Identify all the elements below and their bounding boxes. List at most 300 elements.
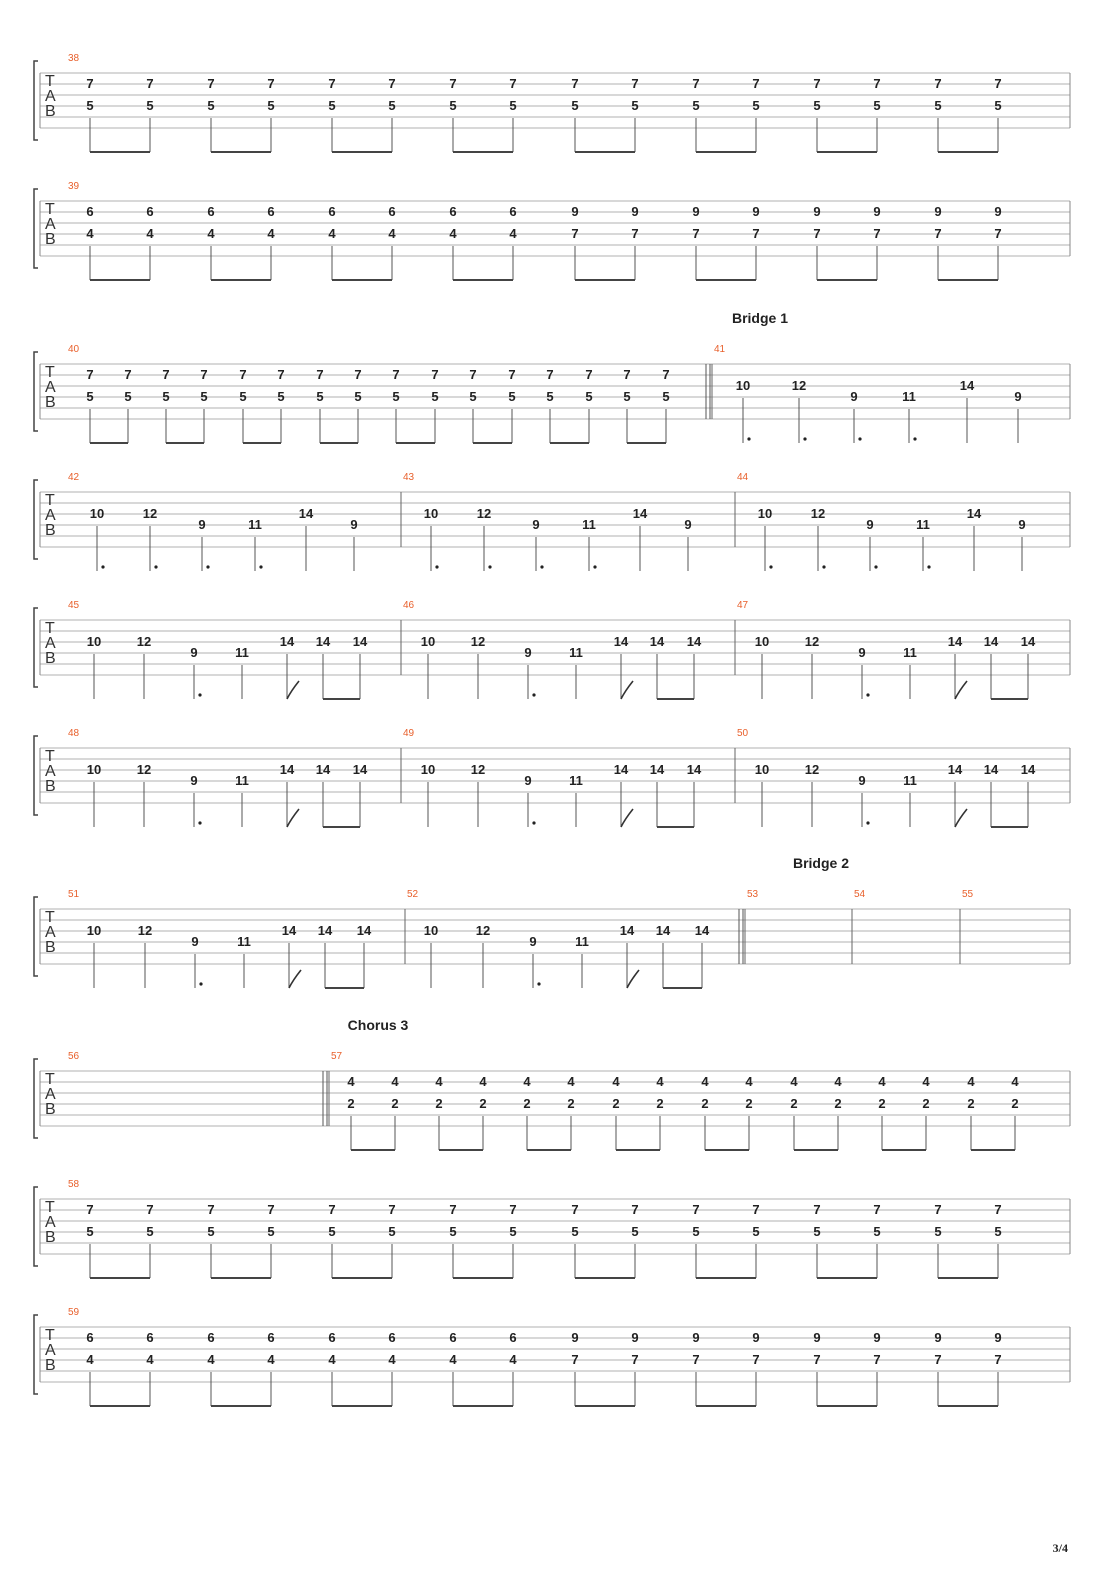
fret-number: 9 xyxy=(1018,517,1026,532)
system-bracket xyxy=(34,1059,38,1138)
fret-number: 7 xyxy=(934,1352,942,1367)
tab-clef-letter: A xyxy=(45,1086,56,1103)
fret-number: 11 xyxy=(903,645,917,660)
fret-number: 11 xyxy=(569,645,583,660)
fret-number: 14 xyxy=(352,634,368,649)
fret-number: 11 xyxy=(582,517,596,532)
tab-clef-letter: T xyxy=(45,620,55,637)
fret-number: 7 xyxy=(692,1202,700,1217)
fret-number: 9 xyxy=(1014,389,1022,404)
fret-number: 4 xyxy=(388,226,396,241)
fret-number: 7 xyxy=(631,1352,639,1367)
system-bracket xyxy=(34,608,38,687)
fret-number: 7 xyxy=(692,226,700,241)
fret-number: 7 xyxy=(431,367,439,382)
dotted-note-dot xyxy=(198,693,201,696)
fret-number: 5 xyxy=(267,98,275,113)
fret-number: 5 xyxy=(277,389,285,404)
fret-number: 5 xyxy=(124,389,132,404)
tab-clef-letter: T xyxy=(45,909,55,926)
fret-number: 11 xyxy=(903,773,917,788)
tab-clef-letter: T xyxy=(45,364,55,381)
measure-number: 59 xyxy=(68,1307,80,1318)
fret-number: 5 xyxy=(86,98,94,113)
fret-number: 4 xyxy=(86,226,94,241)
fret-number: 6 xyxy=(86,1330,94,1345)
eighth-note-flag xyxy=(289,970,301,988)
fret-number: 10 xyxy=(86,923,102,938)
measure-number: 45 xyxy=(68,600,80,611)
fret-number: 5 xyxy=(873,1224,881,1239)
dotted-note-dot xyxy=(822,565,825,568)
fret-number: 10 xyxy=(86,762,102,777)
fret-number: 14 xyxy=(632,506,648,521)
fret-number: 5 xyxy=(509,98,517,113)
tab-clef-letter: T xyxy=(45,748,55,765)
fret-number: 4 xyxy=(790,1074,798,1089)
fret-number: 4 xyxy=(656,1074,664,1089)
fret-number: 2 xyxy=(790,1096,798,1111)
fret-number: 9 xyxy=(994,204,1002,219)
fret-number: 7 xyxy=(994,1352,1002,1367)
fret-number: 6 xyxy=(328,1330,336,1345)
fret-number: 5 xyxy=(267,1224,275,1239)
fret-number: 12 xyxy=(804,634,820,649)
tab-clef-letter: B xyxy=(45,103,56,120)
fret-number: 5 xyxy=(752,98,760,113)
fret-number: 2 xyxy=(479,1096,487,1111)
fret-number: 7 xyxy=(316,367,324,382)
fret-number: 7 xyxy=(873,1352,881,1367)
tab-clef-letter: A xyxy=(45,635,56,652)
fret-number: 2 xyxy=(391,1096,399,1111)
fret-number: 14 xyxy=(694,923,710,938)
tab-clef-letter: A xyxy=(45,924,56,941)
fret-number: 4 xyxy=(509,1352,517,1367)
tab-clef-letter: T xyxy=(45,201,55,218)
page-number: 3/4 xyxy=(1052,1541,1068,1555)
fret-number: 9 xyxy=(529,934,537,949)
fret-number: 9 xyxy=(692,1330,700,1345)
fret-number: 5 xyxy=(994,98,1002,113)
fret-number: 5 xyxy=(631,98,639,113)
tab-clef-letter: B xyxy=(45,650,56,667)
dotted-note-dot xyxy=(198,821,201,824)
dotted-note-dot xyxy=(747,437,750,440)
fret-number: 5 xyxy=(86,389,94,404)
dotted-note-dot xyxy=(927,565,930,568)
fret-number: 5 xyxy=(146,98,154,113)
dotted-note-dot xyxy=(259,565,262,568)
fret-number: 9 xyxy=(190,773,198,788)
fret-number: 14 xyxy=(966,506,982,521)
fret-number: 5 xyxy=(316,389,324,404)
measure-number: 46 xyxy=(403,600,415,611)
dotted-note-dot xyxy=(488,565,491,568)
fret-number: 7 xyxy=(813,1202,821,1217)
fret-number: 7 xyxy=(546,367,554,382)
fret-number: 7 xyxy=(469,367,477,382)
system-bracket xyxy=(34,61,38,140)
fret-number: 12 xyxy=(476,506,492,521)
fret-number: 2 xyxy=(878,1096,886,1111)
tab-clef-letter: A xyxy=(45,88,56,105)
fret-number: 5 xyxy=(449,98,457,113)
tab-clef-letter: T xyxy=(45,1071,55,1088)
fret-number: 4 xyxy=(449,1352,457,1367)
fret-number: 6 xyxy=(267,1330,275,1345)
fret-number: 7 xyxy=(267,1202,275,1217)
fret-number: 11 xyxy=(916,517,930,532)
fret-number: 5 xyxy=(571,98,579,113)
dotted-note-dot xyxy=(769,565,772,568)
fret-number: 7 xyxy=(934,1202,942,1217)
eighth-note-flag xyxy=(621,809,633,827)
fret-number: 10 xyxy=(86,634,102,649)
fret-number: 7 xyxy=(813,226,821,241)
fret-number: 6 xyxy=(449,1330,457,1345)
dotted-note-dot xyxy=(866,821,869,824)
fret-number: 4 xyxy=(328,1352,336,1367)
fret-number: 6 xyxy=(86,204,94,219)
tab-clef-letter: B xyxy=(45,1101,56,1118)
fret-number: 6 xyxy=(207,204,215,219)
fret-number: 5 xyxy=(994,1224,1002,1239)
fret-number: 7 xyxy=(328,1202,336,1217)
fret-number: 14 xyxy=(649,634,665,649)
dotted-note-dot xyxy=(199,982,202,985)
fret-number: 14 xyxy=(317,923,333,938)
fret-number: 7 xyxy=(752,1202,760,1217)
fret-number: 7 xyxy=(207,1202,215,1217)
fret-number: 7 xyxy=(200,367,208,382)
fret-number: 6 xyxy=(146,204,154,219)
measure-number: 51 xyxy=(68,889,80,900)
fret-number: 14 xyxy=(947,762,963,777)
eighth-note-flag xyxy=(287,809,299,827)
fret-number: 4 xyxy=(701,1074,709,1089)
fret-number: 5 xyxy=(813,1224,821,1239)
fret-number: 6 xyxy=(388,204,396,219)
fret-number: 14 xyxy=(686,762,702,777)
fret-number: 14 xyxy=(1020,762,1036,777)
fret-number: 7 xyxy=(585,367,593,382)
fret-number: 7 xyxy=(267,76,275,91)
fret-number: 5 xyxy=(449,1224,457,1239)
fret-number: 5 xyxy=(388,98,396,113)
fret-number: 4 xyxy=(449,226,457,241)
fret-number: 14 xyxy=(983,634,999,649)
fret-number: 4 xyxy=(523,1074,531,1089)
tab-clef-letter: B xyxy=(45,522,56,539)
measure-number: 55 xyxy=(962,889,974,900)
measure-number: 56 xyxy=(68,1051,80,1062)
system-bracket xyxy=(34,189,38,268)
fret-number: 14 xyxy=(686,634,702,649)
fret-number: 12 xyxy=(136,762,152,777)
fret-number: 7 xyxy=(631,76,639,91)
fret-number: 5 xyxy=(392,389,400,404)
fret-number: 12 xyxy=(470,762,486,777)
dotted-note-dot xyxy=(913,437,916,440)
fret-number: 9 xyxy=(858,773,866,788)
fret-number: 2 xyxy=(745,1096,753,1111)
fret-number: 14 xyxy=(649,762,665,777)
fret-number: 10 xyxy=(735,378,751,393)
measure-number: 41 xyxy=(714,344,726,355)
fret-number: 2 xyxy=(523,1096,531,1111)
fret-number: 9 xyxy=(350,517,358,532)
fret-number: 7 xyxy=(692,1352,700,1367)
eighth-note-flag xyxy=(955,809,967,827)
fret-number: 9 xyxy=(198,517,206,532)
fret-number: 7 xyxy=(277,367,285,382)
fret-number: 7 xyxy=(623,367,631,382)
dotted-note-dot xyxy=(803,437,806,440)
fret-number: 11 xyxy=(575,934,589,949)
fret-number: 7 xyxy=(994,76,1002,91)
fret-number: 5 xyxy=(692,98,700,113)
measure-number: 50 xyxy=(737,728,749,739)
fret-number: 12 xyxy=(136,634,152,649)
tab-clef-letter: T xyxy=(45,1199,55,1216)
fret-number: 9 xyxy=(684,517,692,532)
fret-number: 10 xyxy=(423,506,439,521)
eighth-note-flag xyxy=(621,681,633,699)
fret-number: 12 xyxy=(137,923,153,938)
fret-number: 2 xyxy=(967,1096,975,1111)
fret-number: 9 xyxy=(873,1330,881,1345)
fret-number: 4 xyxy=(207,1352,215,1367)
fret-number: 14 xyxy=(1020,634,1036,649)
fret-number: 6 xyxy=(509,1330,517,1345)
tab-clef-letter: B xyxy=(45,778,56,795)
fret-number: 6 xyxy=(146,1330,154,1345)
fret-number: 2 xyxy=(435,1096,443,1111)
fret-number: 9 xyxy=(813,1330,821,1345)
fret-number: 7 xyxy=(328,76,336,91)
fret-number: 5 xyxy=(934,1224,942,1239)
fret-number: 9 xyxy=(752,204,760,219)
tab-clef-letter: B xyxy=(45,1357,56,1374)
fret-number: 14 xyxy=(947,634,963,649)
measure-number: 52 xyxy=(407,889,419,900)
measure-number: 48 xyxy=(68,728,80,739)
fret-number: 10 xyxy=(89,506,105,521)
fret-number: 14 xyxy=(279,762,295,777)
fret-number: 7 xyxy=(571,1352,579,1367)
fret-number: 5 xyxy=(86,1224,94,1239)
fret-number: 9 xyxy=(571,204,579,219)
measure-number: 49 xyxy=(403,728,415,739)
fret-number: 14 xyxy=(619,923,635,938)
system-bracket xyxy=(34,1187,38,1266)
fret-number: 2 xyxy=(922,1096,930,1111)
fret-number: 10 xyxy=(423,923,439,938)
measure-number: 57 xyxy=(331,1051,343,1062)
fret-number: 7 xyxy=(662,367,670,382)
fret-number: 7 xyxy=(86,76,94,91)
fret-number: 4 xyxy=(567,1074,575,1089)
fret-number: 5 xyxy=(934,98,942,113)
fret-number: 6 xyxy=(328,204,336,219)
fret-number: 4 xyxy=(922,1074,930,1089)
fret-number: 7 xyxy=(571,226,579,241)
fret-number: 4 xyxy=(612,1074,620,1089)
fret-number: 9 xyxy=(631,1330,639,1345)
measure-number: 47 xyxy=(737,600,749,611)
fret-number: 9 xyxy=(934,1330,942,1345)
fret-number: 4 xyxy=(388,1352,396,1367)
fret-number: 5 xyxy=(813,98,821,113)
fret-number: 14 xyxy=(655,923,671,938)
tab-clef-letter: T xyxy=(45,73,55,90)
fret-number: 2 xyxy=(1011,1096,1019,1111)
fret-number: 5 xyxy=(571,1224,579,1239)
fret-number: 7 xyxy=(449,1202,457,1217)
fret-number: 5 xyxy=(873,98,881,113)
fret-number: 4 xyxy=(328,226,336,241)
eighth-note-flag xyxy=(287,681,299,699)
fret-number: 7 xyxy=(752,1352,760,1367)
fret-number: 6 xyxy=(267,204,275,219)
fret-number: 12 xyxy=(810,506,826,521)
fret-number: 9 xyxy=(532,517,540,532)
measure-number: 39 xyxy=(68,181,80,192)
fret-number: 5 xyxy=(239,389,247,404)
dotted-note-dot xyxy=(435,565,438,568)
dotted-note-dot xyxy=(532,821,535,824)
fret-number: 5 xyxy=(469,389,477,404)
eighth-note-flag xyxy=(627,970,639,988)
fret-number: 5 xyxy=(662,389,670,404)
fret-number: 9 xyxy=(752,1330,760,1345)
fret-number: 7 xyxy=(813,76,821,91)
fret-number: 14 xyxy=(613,762,629,777)
fret-number: 7 xyxy=(388,1202,396,1217)
fret-number: 9 xyxy=(994,1330,1002,1345)
fret-number: 4 xyxy=(509,226,517,241)
fret-number: 14 xyxy=(315,762,331,777)
fret-number: 6 xyxy=(509,204,517,219)
fret-number: 14 xyxy=(298,506,314,521)
section-label: Bridge 1 xyxy=(731,310,789,326)
fret-number: 14 xyxy=(315,634,331,649)
dotted-note-dot xyxy=(532,693,535,696)
fret-number: 9 xyxy=(850,389,858,404)
tab-clef-letter: A xyxy=(45,763,56,780)
fret-number: 9 xyxy=(524,645,532,660)
fret-number: 7 xyxy=(162,367,170,382)
fret-number: 4 xyxy=(834,1074,842,1089)
tab-clef-letter: B xyxy=(45,394,56,411)
fret-number: 2 xyxy=(612,1096,620,1111)
fret-number: 2 xyxy=(834,1096,842,1111)
fret-number: 4 xyxy=(878,1074,886,1089)
eighth-note-flag xyxy=(955,681,967,699)
fret-number: 12 xyxy=(791,378,807,393)
fret-number: 9 xyxy=(813,204,821,219)
fret-number: 7 xyxy=(873,226,881,241)
fret-number: 9 xyxy=(524,773,532,788)
fret-number: 10 xyxy=(757,506,773,521)
fret-number: 2 xyxy=(567,1096,575,1111)
fret-number: 7 xyxy=(994,226,1002,241)
dotted-note-dot xyxy=(858,437,861,440)
fret-number: 5 xyxy=(146,1224,154,1239)
fret-number: 14 xyxy=(352,762,368,777)
fret-number: 12 xyxy=(470,634,486,649)
fret-number: 2 xyxy=(656,1096,664,1111)
fret-number: 5 xyxy=(692,1224,700,1239)
system-bracket xyxy=(34,736,38,815)
tab-clef-letter: A xyxy=(45,1342,56,1359)
fret-number: 7 xyxy=(934,226,942,241)
fret-number: 10 xyxy=(420,762,436,777)
fret-number: 7 xyxy=(752,226,760,241)
fret-number: 4 xyxy=(1011,1074,1019,1089)
fret-number: 14 xyxy=(983,762,999,777)
fret-number: 9 xyxy=(191,934,199,949)
fret-number: 7 xyxy=(207,76,215,91)
measure-number: 44 xyxy=(737,472,749,483)
fret-number: 5 xyxy=(585,389,593,404)
fret-number: 11 xyxy=(237,934,251,949)
measure-number: 54 xyxy=(854,889,866,900)
fret-number: 4 xyxy=(347,1074,355,1089)
fret-number: 5 xyxy=(328,1224,336,1239)
fret-number: 12 xyxy=(142,506,158,521)
fret-number: 5 xyxy=(207,1224,215,1239)
fret-number: 5 xyxy=(508,389,516,404)
section-label: Bridge 2 xyxy=(792,855,850,871)
tab-clef-letter: B xyxy=(45,1229,56,1246)
fret-number: 10 xyxy=(754,634,770,649)
fret-number: 7 xyxy=(86,367,94,382)
tab-clef-letter: A xyxy=(45,1214,56,1231)
fret-number: 9 xyxy=(858,645,866,660)
fret-number: 5 xyxy=(509,1224,517,1239)
tab-clef-letter: A xyxy=(45,507,56,524)
measure-number: 43 xyxy=(403,472,415,483)
system-bracket xyxy=(34,352,38,431)
fret-number: 7 xyxy=(354,367,362,382)
measure-number: 40 xyxy=(68,344,80,355)
fret-number: 6 xyxy=(388,1330,396,1345)
fret-number: 4 xyxy=(267,226,275,241)
fret-number: 14 xyxy=(281,923,297,938)
fret-number: 7 xyxy=(392,367,400,382)
fret-number: 6 xyxy=(449,204,457,219)
fret-number: 7 xyxy=(146,76,154,91)
dotted-note-dot xyxy=(537,982,540,985)
fret-number: 5 xyxy=(631,1224,639,1239)
fret-number: 5 xyxy=(623,389,631,404)
fret-number: 11 xyxy=(569,773,583,788)
fret-number: 5 xyxy=(328,98,336,113)
fret-number: 11 xyxy=(235,645,249,660)
fret-number: 7 xyxy=(752,76,760,91)
fret-number: 5 xyxy=(388,1224,396,1239)
fret-number: 5 xyxy=(207,98,215,113)
fret-number: 9 xyxy=(934,204,942,219)
fret-number: 7 xyxy=(631,1202,639,1217)
fret-number: 7 xyxy=(692,76,700,91)
fret-number: 5 xyxy=(752,1224,760,1239)
dotted-note-dot xyxy=(874,565,877,568)
dotted-note-dot xyxy=(206,565,209,568)
fret-number: 12 xyxy=(804,762,820,777)
